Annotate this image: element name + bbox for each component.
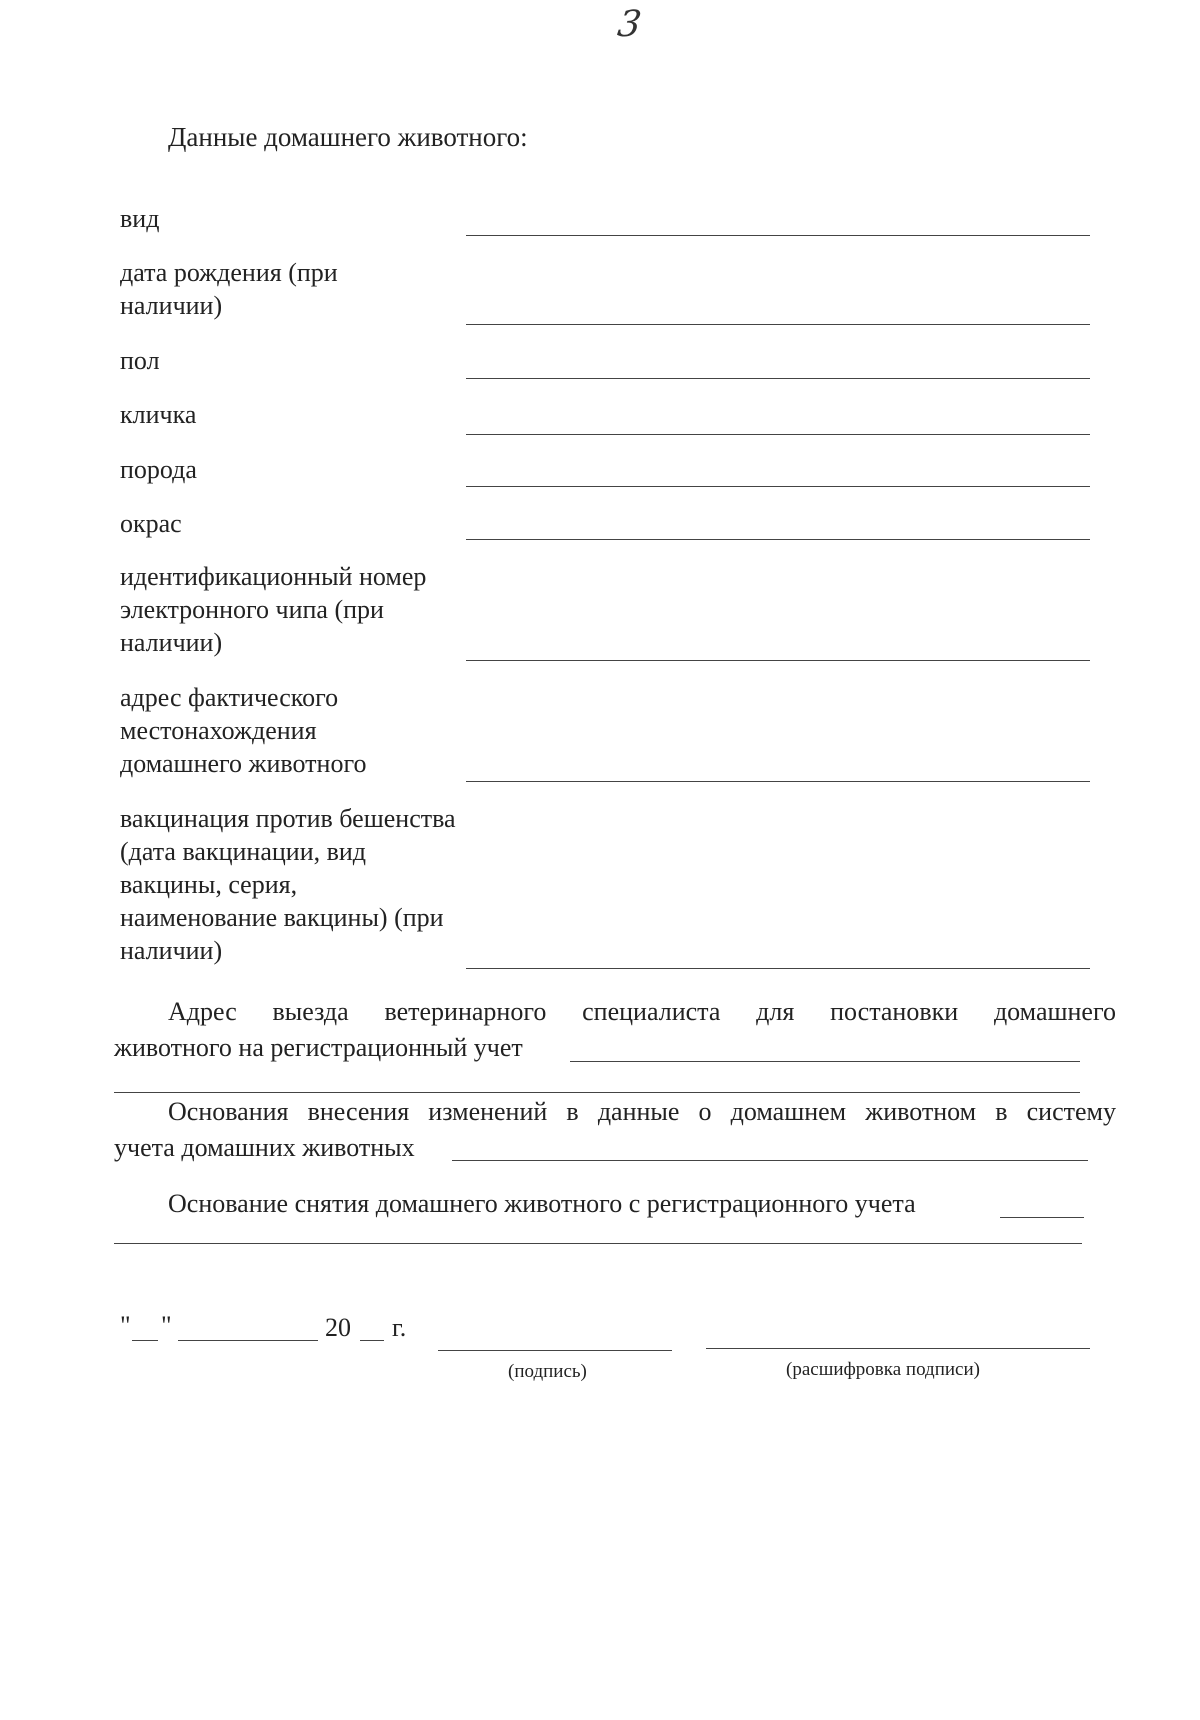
section-heading: Данные домашнего животного: <box>168 122 528 152</box>
date-month-line[interactable] <box>178 1340 318 1341</box>
date-day-line[interactable] <box>132 1340 158 1341</box>
date-year-prefix: 20 <box>325 1313 351 1342</box>
field-line-species[interactable] <box>466 235 1090 236</box>
signature-decryption-caption: (расшифровка подписи) <box>786 1359 980 1380</box>
field-label-breed: порода <box>120 455 197 484</box>
field-line-birthdate[interactable] <box>466 324 1090 325</box>
field-label-species: вид <box>120 204 160 233</box>
address-continuation-line[interactable] <box>114 1092 1080 1093</box>
field-label-location-address: адрес фактического местонахождения домашнего животного <box>120 683 367 778</box>
field-line-color[interactable] <box>466 539 1090 540</box>
signature-decryption-line[interactable] <box>706 1348 1090 1349</box>
changes-paragraph-line2: учета домашних животных <box>114 1133 415 1162</box>
field-label-chip-id: идентификационный номер электронного чипа (при наличии) <box>120 562 427 657</box>
changes-inline-line[interactable] <box>452 1160 1088 1161</box>
removal-paragraph-line1: Основание снятия домашнего животного с регистрационного учета <box>168 1189 916 1218</box>
date-year-suffix: г. <box>392 1313 407 1342</box>
signature-caption: (подпись) <box>508 1361 587 1382</box>
field-line-sex[interactable] <box>466 378 1090 379</box>
removal-inline-line[interactable] <box>1000 1217 1084 1218</box>
field-line-breed[interactable] <box>466 486 1090 487</box>
date-quote-open: " <box>120 1311 131 1340</box>
address-paragraph-line2: животного на регистрационный учет <box>114 1033 523 1062</box>
field-line-rabies-vaccination[interactable] <box>466 968 1090 969</box>
date-quote-close: " <box>161 1311 172 1340</box>
field-line-name[interactable] <box>466 434 1090 435</box>
field-label-sex: пол <box>120 346 160 375</box>
field-line-location-address[interactable] <box>466 781 1090 782</box>
field-label-rabies-vaccination: вакцинация против бешенства (дата вакцинации, вид вакцины, серия, наименование вакцины) (при наличии) <box>120 804 456 965</box>
field-line-chip-id[interactable] <box>466 660 1090 661</box>
address-paragraph-line1: Адрес выезда ветеринарного специалиста для постановки домашнего <box>168 997 1116 1026</box>
page-number: 3 <box>615 4 644 45</box>
field-label-birthdate: дата рождения (при наличии) <box>120 258 338 320</box>
removal-continuation-line[interactable] <box>114 1243 1082 1244</box>
date-year-line[interactable] <box>360 1340 384 1341</box>
signature-line[interactable] <box>438 1350 672 1351</box>
changes-paragraph-line1: Основания внесения изменений в данные о домашнем животном в систему <box>168 1097 1116 1126</box>
address-inline-line[interactable] <box>570 1061 1080 1062</box>
field-label-color: окрас <box>120 509 182 538</box>
field-label-name: кличка <box>120 400 197 429</box>
